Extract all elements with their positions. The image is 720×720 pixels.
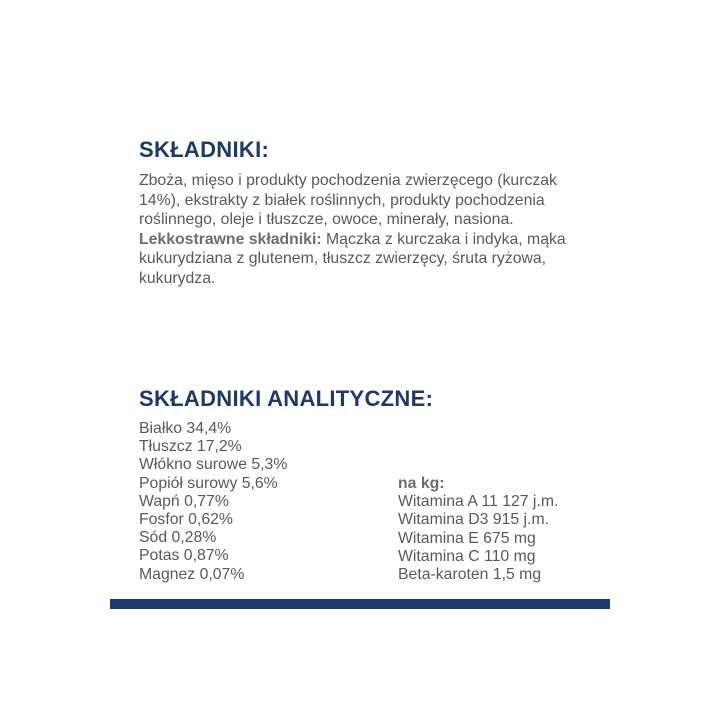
per-kg-label: na kg: bbox=[398, 475, 445, 492]
vitamin-item: Witamina A 11 127 j.m. bbox=[398, 493, 559, 511]
digestible-label: Lekkostrawne składniki: bbox=[139, 230, 322, 248]
bottom-divider-bar bbox=[110, 599, 610, 609]
analytical-item: Potas 0,87% bbox=[139, 547, 229, 565]
analytical-list bbox=[139, 420, 287, 584]
vitamin-item: Witamina C 110 mg bbox=[398, 547, 536, 565]
analytical-item: Fosfor 0,62% bbox=[139, 511, 233, 529]
ingredients-text: Zboża, mięso i produkty pochodzenia zwierzęcego (kurczak 14%), ekstrakty z białek roślinnych, produkty pochodzenia roślinnego, oleje i tłuszcze, owoce, minerały, nasiona. bbox=[139, 172, 557, 228]
analytical-item: Tłuszcz 17,2% bbox=[139, 438, 242, 456]
vitamins-block bbox=[398, 475, 558, 584]
analytical-item: Magnez 0,07% bbox=[139, 565, 245, 583]
analytical-item: Wapń 0,77% bbox=[139, 492, 229, 510]
analytical-item: Białko 34,4% bbox=[139, 420, 232, 437]
analytical-heading: SKŁADNIKI ANALITYCZNE: bbox=[139, 386, 434, 411]
vitamin-item: Witamina D3 915 j.m. bbox=[398, 511, 549, 529]
analytical-item: Popiół surowy 5,6% bbox=[139, 474, 278, 492]
vitamin-item: Beta-karoten 1,5 mg bbox=[398, 566, 542, 584]
ingredients-heading: SKŁADNIKI: bbox=[139, 137, 270, 162]
vitamin-item: Witamina E 675 mg bbox=[398, 529, 536, 547]
analytical-item: Sód 0,28% bbox=[139, 529, 217, 547]
vitamin-list bbox=[398, 493, 558, 584]
ingredients-body bbox=[139, 171, 599, 288]
digestible-text: Mączka z kurczaka i indyka, mąka kukurydziana z glutenem, tłuszcz zwierzęcy, śruta ryżowa, kukurydza. bbox=[139, 230, 566, 287]
analytical-item: Włókno surowe 5,3% bbox=[139, 456, 288, 474]
digestible-ingredients bbox=[139, 230, 599, 289]
